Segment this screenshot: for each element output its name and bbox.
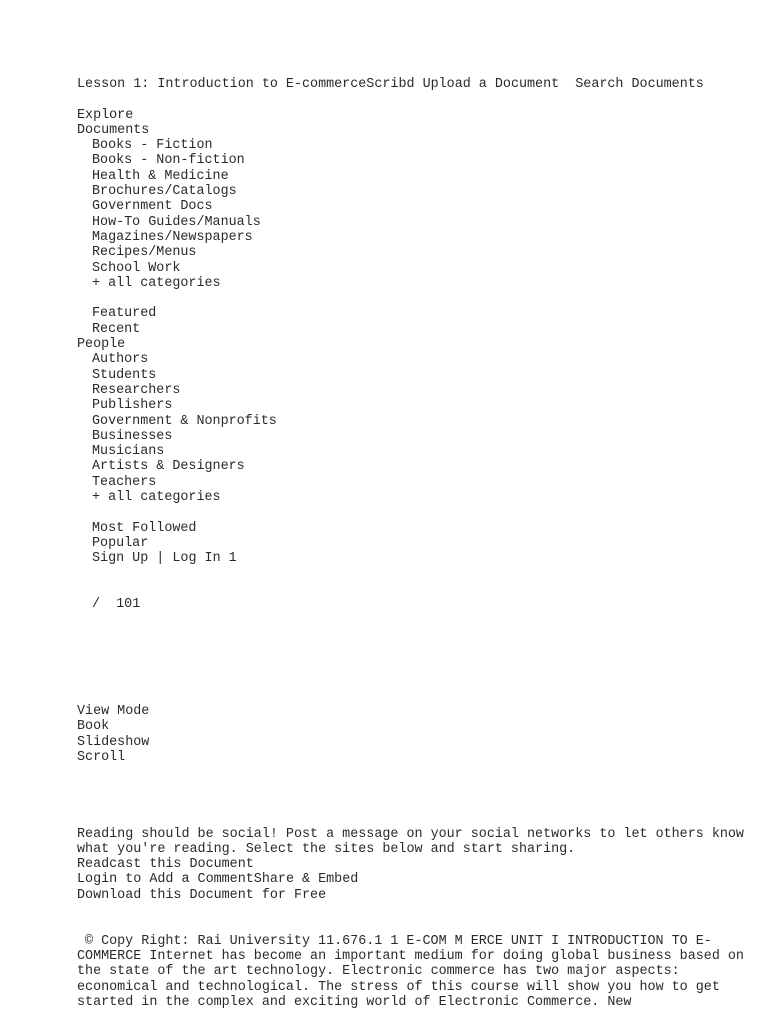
add-comment-link[interactable]: Login to Add a Comment [77, 872, 254, 888]
category-all-documents[interactable]: + all categories [92, 275, 221, 291]
featured-link[interactable]: Featured [92, 306, 157, 322]
people-menu[interactable]: People [77, 337, 126, 353]
sign-up-link[interactable]: Sign Up [92, 551, 149, 567]
people-businesses[interactable]: Businesses [92, 428, 173, 444]
people-government-nonprofits[interactable]: Government & Nonprofits [92, 413, 277, 429]
explore-menu[interactable]: Explore [77, 107, 134, 123]
page-number-input[interactable]: 1 [228, 551, 237, 567]
readcast-link[interactable]: Readcast this Document [77, 857, 254, 873]
people-teachers[interactable]: Teachers [92, 474, 157, 490]
social-message: Reading should be social! Post a message on your social networks to let others know what you're reading. Select the sites below and start sharing. [77, 826, 744, 857]
category-magazines-newspapers[interactable]: Magazines/Newspapers [92, 229, 253, 245]
view-mode-slideshow[interactable]: Slideshow [77, 734, 150, 750]
people-categories-list [77, 352, 757, 505]
most-followed-link[interactable]: Most Followed [92, 520, 197, 536]
category-school-work[interactable]: School Work [92, 260, 181, 276]
people-authors[interactable]: Authors [92, 352, 149, 368]
comment-share-row [77, 872, 757, 887]
documents-menu[interactable]: Documents [77, 122, 150, 138]
scribd-logo-link[interactable]: Scribd [366, 77, 415, 92]
people-artists-designers[interactable]: Artists & Designers [92, 459, 245, 475]
header-bar [77, 77, 757, 92]
document-title: Lesson 1: Introduction to E-commerce [77, 77, 367, 92]
view-mode-label: View Mode [77, 704, 150, 720]
people-all-categories[interactable]: + all categories [92, 490, 221, 506]
log-in-link[interactable]: Log In [172, 551, 221, 567]
people-researchers[interactable]: Researchers [92, 382, 181, 398]
account-links [77, 551, 757, 566]
category-government-docs[interactable]: Government Docs [92, 199, 213, 215]
account-separator: | [156, 551, 165, 567]
category-recipes-menus[interactable]: Recipes/Menus [92, 245, 197, 261]
document-page [77, 77, 757, 1010]
people-publishers[interactable]: Publishers [92, 398, 173, 414]
page-separator: / [92, 597, 101, 613]
category-how-to-guides[interactable]: How-To Guides/Manuals [92, 214, 261, 230]
category-books-fiction[interactable]: Books - Fiction [92, 138, 213, 154]
popular-link[interactable]: Popular [92, 535, 149, 551]
download-document-link[interactable]: Download this Document for Free [77, 887, 327, 903]
page-count [77, 597, 757, 612]
share-embed-link[interactable]: Share & Embed [253, 872, 359, 888]
people-students[interactable]: Students [92, 367, 157, 383]
upload-document-link[interactable]: Upload a Document [422, 77, 560, 92]
view-mode-scroll[interactable]: Scroll [77, 750, 126, 766]
view-mode-book[interactable]: Book [77, 719, 110, 735]
document-categories-list [77, 138, 757, 291]
total-pages: 101 [116, 597, 141, 613]
category-brochures-catalogs[interactable]: Brochures/Catalogs [92, 184, 237, 200]
people-musicians[interactable]: Musicians [92, 444, 165, 460]
category-books-non-fiction[interactable]: Books - Non-fiction [92, 153, 245, 169]
recent-link[interactable]: Recent [92, 321, 141, 337]
document-body-text: © Copy Right: Rai University 11.676.1 1 E-COM M ERCE UNIT I INTRODUCTION TO E-COMMERCE Internet has become an important medium for doing global business based on the state of the art technology. Electronic commerce has two major aspects: economical and technological. The stress of this course will show you how to get started in the complex and exciting world of Electronic Commerce. New [77, 933, 744, 1010]
category-health-medicine[interactable]: Health & Medicine [92, 168, 229, 184]
search-documents-link[interactable]: Search Documents [575, 77, 704, 92]
